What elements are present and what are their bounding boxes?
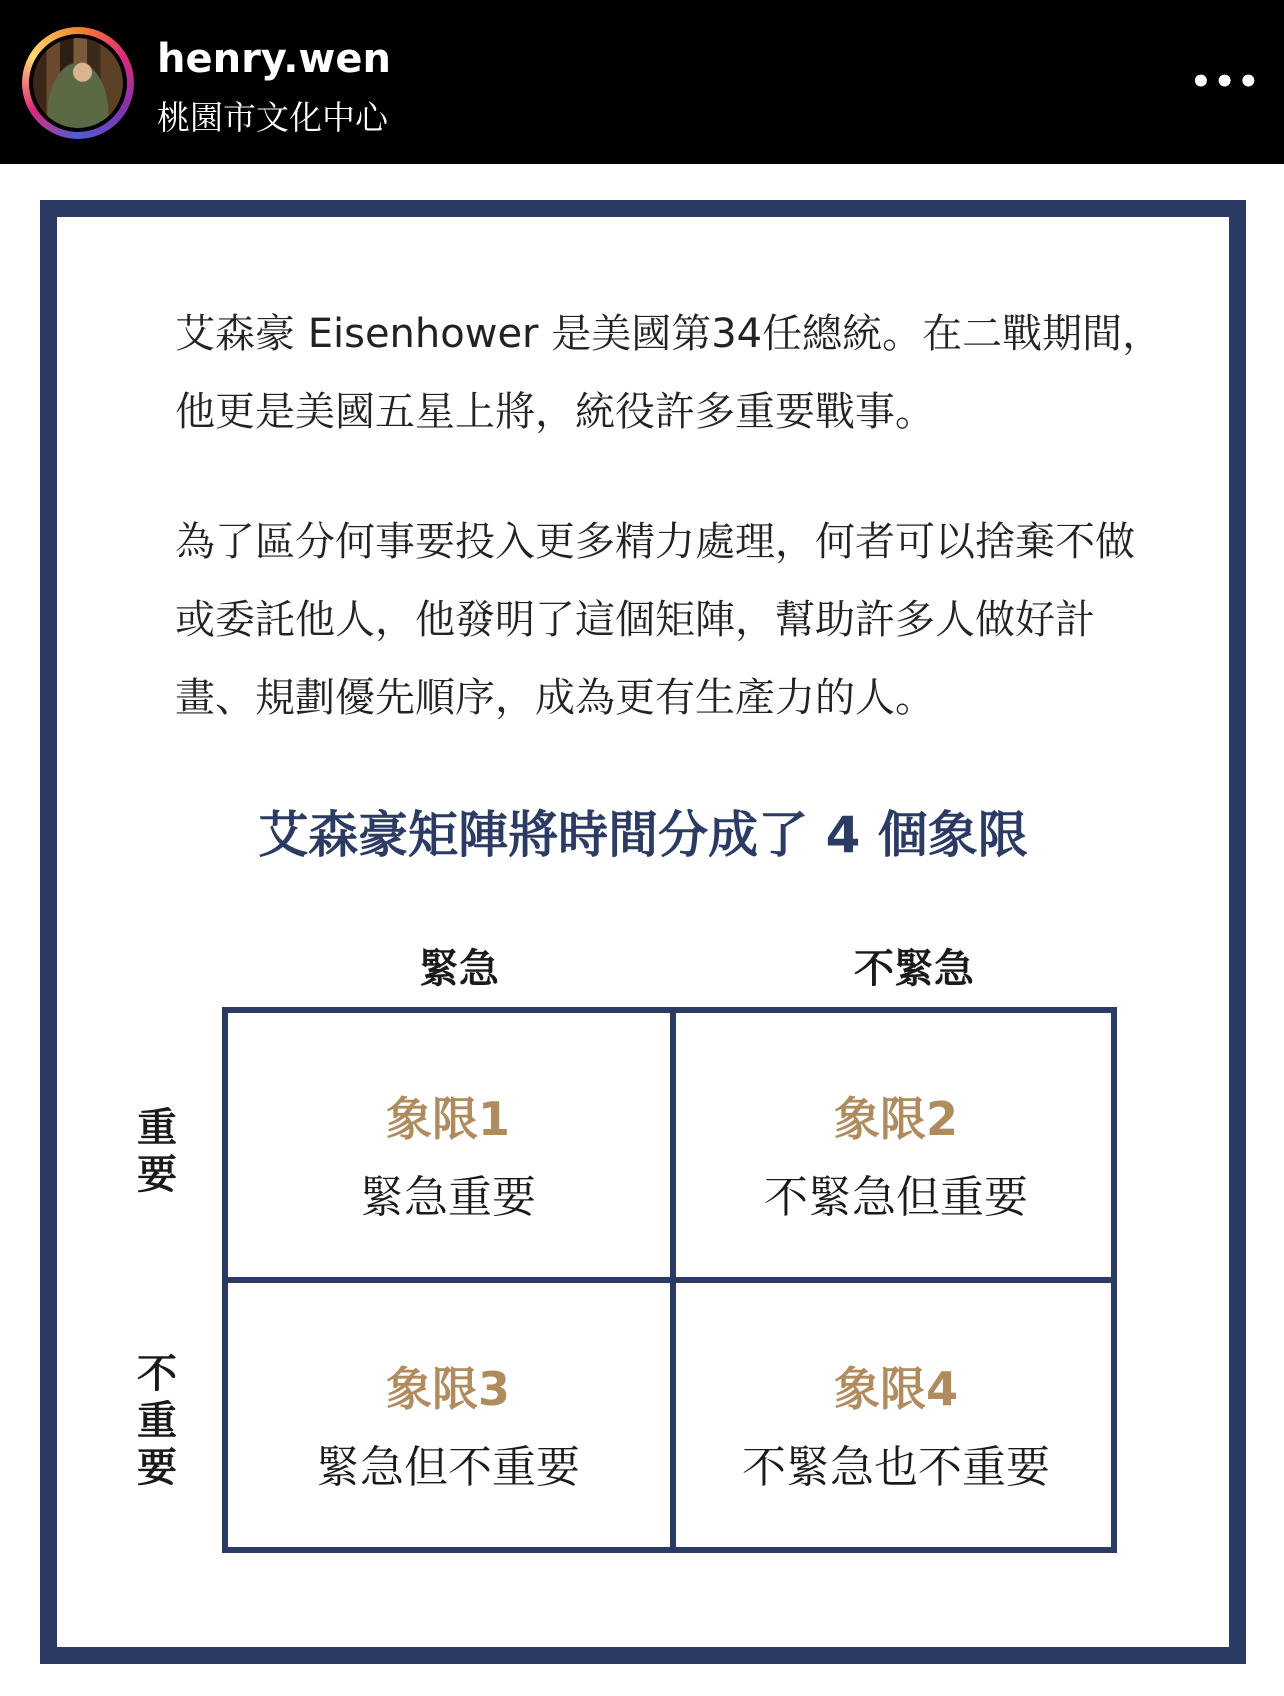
- quadrant-2: [676, 1013, 1116, 1273]
- avatar-photo: [33, 38, 123, 128]
- quadrant-3: [228, 1283, 668, 1543]
- quadrant-title: 象限2: [833, 1092, 958, 1146]
- row-header-important-text: 重要: [137, 1105, 177, 1198]
- quadrant-desc: 不緊急但重要: [764, 1172, 1028, 1223]
- column-header-urgent: 緊急: [419, 946, 499, 992]
- avatar[interactable]: [29, 34, 127, 132]
- username-link[interactable]: henry.wen: [157, 36, 391, 82]
- location-link[interactable]: 桃園市文化中心: [157, 98, 388, 137]
- row-header-important: [127, 1105, 187, 1199]
- post-image: [40, 200, 1246, 1664]
- story-ring[interactable]: [22, 27, 134, 139]
- matrix-title: 艾森豪矩陣將時間分成了 4 個象限: [258, 806, 1028, 864]
- intro-paragraph: 艾森豪 Eisenhower 是美國第34任總統。在二戰期間，他更是美國五星上將，統役許多重要戰事。: [175, 311, 1163, 435]
- row-header-not-important: [127, 1351, 187, 1492]
- purpose-paragraph: 為了區分何事要投入更多精力處理，何者可以捨棄不做或委託他人，他發明了這個矩陣，幫助許多人做好計畫、規劃優先順序，成為更有生產力的人。: [175, 519, 1135, 721]
- eisenhower-matrix: [222, 1007, 1117, 1553]
- quadrant-1: [228, 1013, 668, 1273]
- more-options-icon[interactable]: •••: [1190, 62, 1262, 102]
- post-header: [0, 0, 1284, 164]
- quadrant-desc: 不緊急也不重要: [742, 1442, 1050, 1493]
- quadrant-desc: 緊急重要: [360, 1172, 536, 1223]
- quadrant-title: 象限1: [385, 1092, 510, 1146]
- quadrant-4: [676, 1283, 1116, 1543]
- quadrant-desc: 緊急但不重要: [316, 1442, 580, 1493]
- quadrant-title: 象限3: [385, 1362, 510, 1416]
- row-header-not-important-text: 不重要: [137, 1351, 177, 1491]
- column-header-not-urgent: 不緊急: [854, 946, 974, 992]
- quadrant-title: 象限4: [833, 1362, 958, 1416]
